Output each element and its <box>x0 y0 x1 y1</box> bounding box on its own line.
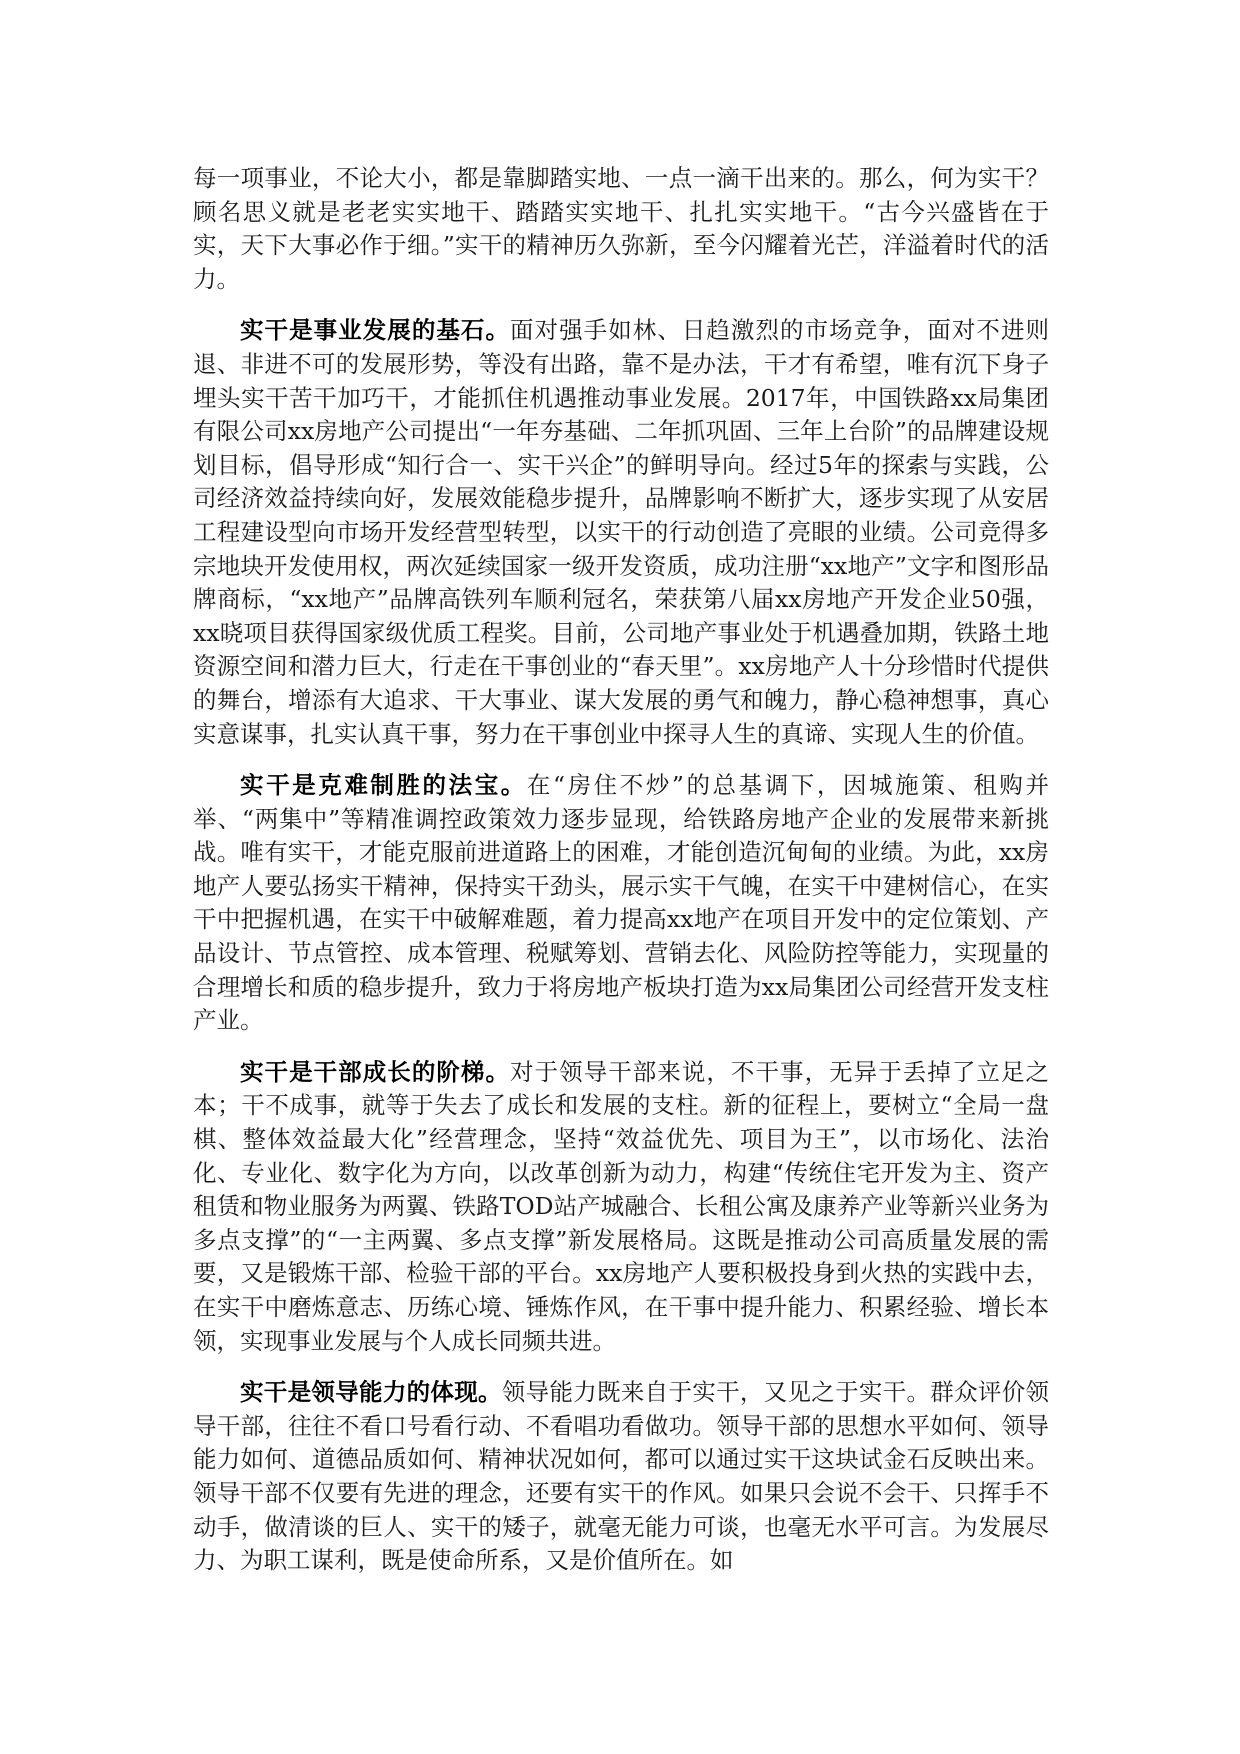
paragraph-cadre-growth-heading: 实干是干部成长的阶梯。 <box>240 1057 511 1086</box>
paragraph-leadership-text: 领导能力既来自于实干，又见之于实干。群众评价领导干部，往往不看口号看行动、不看唱功看做功。领导干部的思想水平如何、领导能力如何、道德品质如何、精神状况如何，都可以通过实干这块试金石反映出来。领导干部不仅要有先进的理念，还要有实干的作风。如果只会说不会干、只挥手不动手，做清谈的巨人、实干的矮子，就毫无能力可谈，也毫无水平可言。为发展尽力、为职工谋利，既是使命所系，又是价值所在。如 <box>193 1378 1050 1575</box>
paragraph-cadre-growth-text: 对于领导干部来说，不干事，无异于丢掉了立足之本；干不成事，就等于失去了成长和发展的支柱。新的征程上，要树立“全局一盘棋、整体效益最大化”经营理念，坚持“效益优先、项目为王”，以市场化、法治化、专业化、数字化为方向，以改革创新为动力，构建“传统住宅开发为主、资产租赁和物业服务为两翼、铁路TOD站产城融合、长租公寓及康养产业等新兴业务为多点支撑”的“一主两翼、多点支撑”新发展格局。这既是推动公司高质量发展的需要，又是锻炼干部、检验干部的平台。xx房地产人要积极投身到火热的实践中去，在实干中磨炼意志、历练心境、锤炼作风，在干事中提升能力、积累经验、增长本领，实现事业发展与个人成长同频共进。 <box>193 1057 1049 1355</box>
paragraph-foundation-heading: 实干是事业发展的基石。 <box>240 316 511 345</box>
paragraph-overcome-difficulties <box>193 769 1049 1038</box>
paragraph-intro-text: 每一项事业，不论大小，都是靠脚踏实地、一点一滴干出来的。那么，何为实干？顾名思义就是老老实实地干、踏踏实实地干、扎扎实实地干。“古今兴盛皆在于实，天下大事必作于细。”实干的精神历久弥新，至今闪耀着光芒，洋溢着时代的活力。 <box>193 164 1049 293</box>
paragraph-intro <box>193 162 1049 296</box>
paragraph-cadre-growth <box>193 1056 1049 1358</box>
paragraph-leadership <box>193 1376 1049 1578</box>
document-body <box>193 162 1049 1596</box>
paragraph-overcome-difficulties-text: 在“房住不炒”的总基调下，因城施策、租购并举、“两集中”等精准调控政策效力逐步显现，给铁路房地产企业的发展带来新挑战。唯有实干，才能克服前进道路上的困难，才能创造沉甸甸的业绩。为此，xx房地产人要弘扬实干精神，保持实干劲头，展示实干气魄，在实干中建树信心，在实干中把握机遇，在实干中破解难题，着力提高xx地产在项目开发中的定位策划、产品设计、节点管控、成本管理、税赋筹划、营销去化、风险防控等能力，实现量的合理增长和质的稳步提升，致力于将房地产板块打造为xx局集团公司经营开发支柱产业。 <box>193 771 1050 1035</box>
paragraph-foundation-text: 面对强手如林、日趋激烈的市场竞争，面对不进则退、非进不可的发展形势，等没有出路，靠不是办法，干才有希望，唯有沉下身子埋头实干苦干加巧干，才能抓住机遇推动事业发展。2017年，中国铁路xx局集团有限公司xx房地产公司提出“一年夯基础、二年抓巩固、三年上台阶”的品牌建设规划目标，倡导形成“知行合一、实干兴企”的鲜明导向。经过5年的探索与实践，公司经济效益持续向好，发展效能稳步提升，品牌影响不断扩大，逐步实现了从安居工程建设型向市场开发经营型转型，以实干的行动创造了亮眼的业绩。公司竞得多宗地块开发使用权，两次延续国家一级开发资质，成功注册“xx地产”文字和图形品牌商标，“xx地产”品牌高铁列车顺利冠名，荣获第八届xx房地产开发企业50强，xx晓项目获得国家级优质工程奖。目前，公司地产事业处于机遇叠加期，铁路土地资源空间和潜力巨大，行走在干事创业的“春天里”。xx房地产人十分珍惜时代提供的舞台，增添有大追求、干大事业、谋大发展的勇气和魄力，静心稳神想事，真心实意谋事，扎实认真干事，努力在干事创业中探寻人生的真谛、实现人生的价值。 <box>193 316 1049 748</box>
paragraph-overcome-difficulties-heading: 实干是克难制胜的法宝。 <box>240 771 527 800</box>
paragraph-leadership-heading: 实干是领导能力的体现。 <box>240 1378 502 1407</box>
paragraph-foundation <box>193 314 1049 751</box>
